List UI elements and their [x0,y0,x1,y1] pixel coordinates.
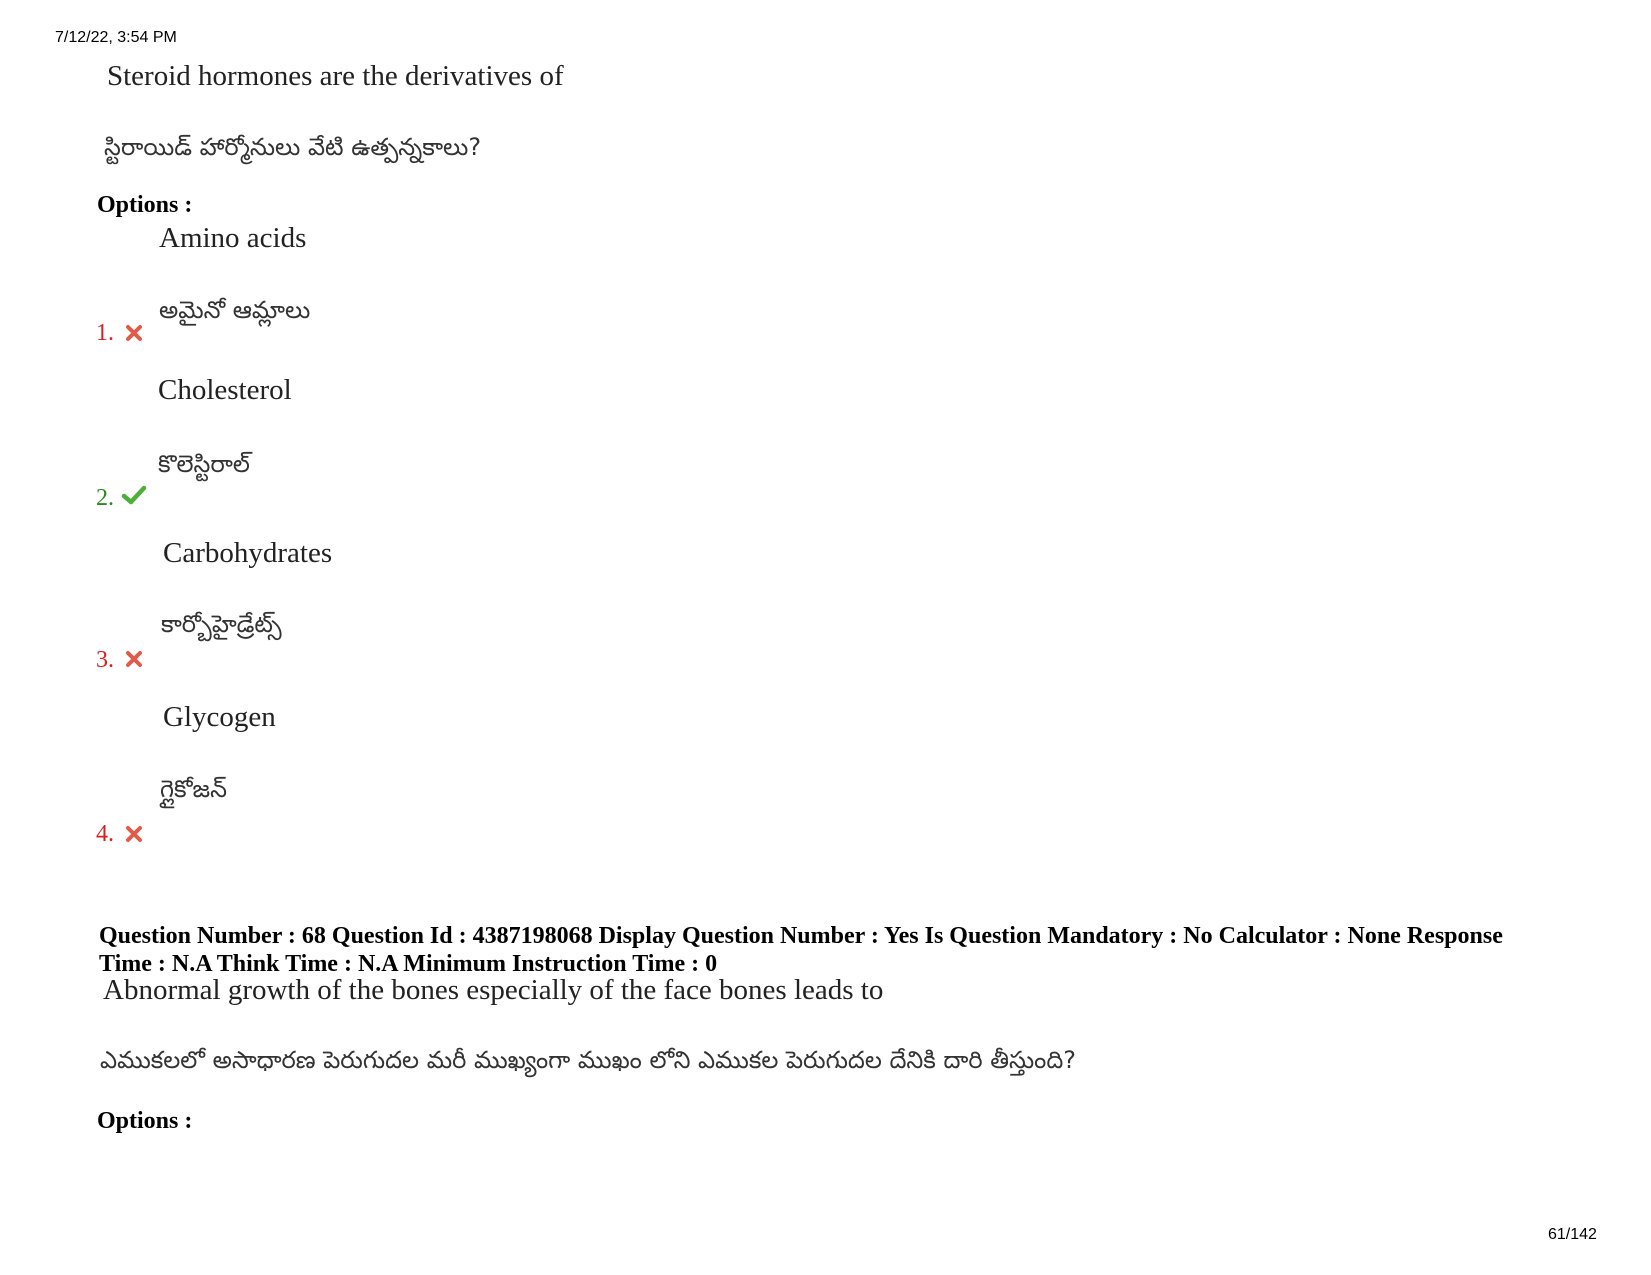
question-meta-line-2: Time : N.A Think Time : N.A Minimum Instruction Time : 0 [99,951,718,977]
print-datetime: 7/12/22, 3:54 PM [55,29,177,46]
option-4-number: 4. [96,821,114,847]
options-label: Options : [97,192,193,218]
option-1-text-en: Amino acids [159,222,307,254]
question-text-te: స్టిరాయిడ్ హార్మోనులు వేటి ఉత్పన్నకాలు? [104,133,482,161]
question-text-en: Steroid hormones are the derivatives of [107,60,564,92]
option-3-text-te: కార్బోహైడ్రేట్స్ [161,610,282,638]
option-2-number: 2. [96,485,114,511]
option-1-number: 1. [96,320,114,346]
option-3-text-en: Carbohydrates [163,537,333,569]
option-4-text-en: Glycogen [163,701,276,733]
cross-icon [123,648,145,670]
option-3-number: 3. [96,647,114,673]
option-2-text-te: కొలెస్టిరాల్ [158,450,250,478]
options-label: Options : [97,1108,193,1134]
question-meta-line-1: Question Number : 68 Question Id : 4387198068 Display Question Number : Yes Is Question Mandatory : No Calculator : None Response [99,923,1503,949]
question-text-te: ఎముకలలో అసాధారణ పెరుగుదల మరీ ముఖ్యంగా ముఖం లోని ఎముకల పెరుగుదల దేనికి దారి తీస్తుంది? [100,1046,1077,1074]
cross-icon [123,823,145,845]
cross-icon [123,322,145,344]
page-number: 61/142 [1548,1226,1597,1243]
option-1-text-te: అమైనో ఆమ్లాలు [159,296,311,324]
option-2-text-en: Cholesterol [158,374,292,406]
option-4-text-te: గ్లైకోజన్ [160,775,227,803]
question-text-en: Abnormal growth of the bones especially of the face bones leads to [103,974,884,1006]
check-icon [121,484,147,506]
